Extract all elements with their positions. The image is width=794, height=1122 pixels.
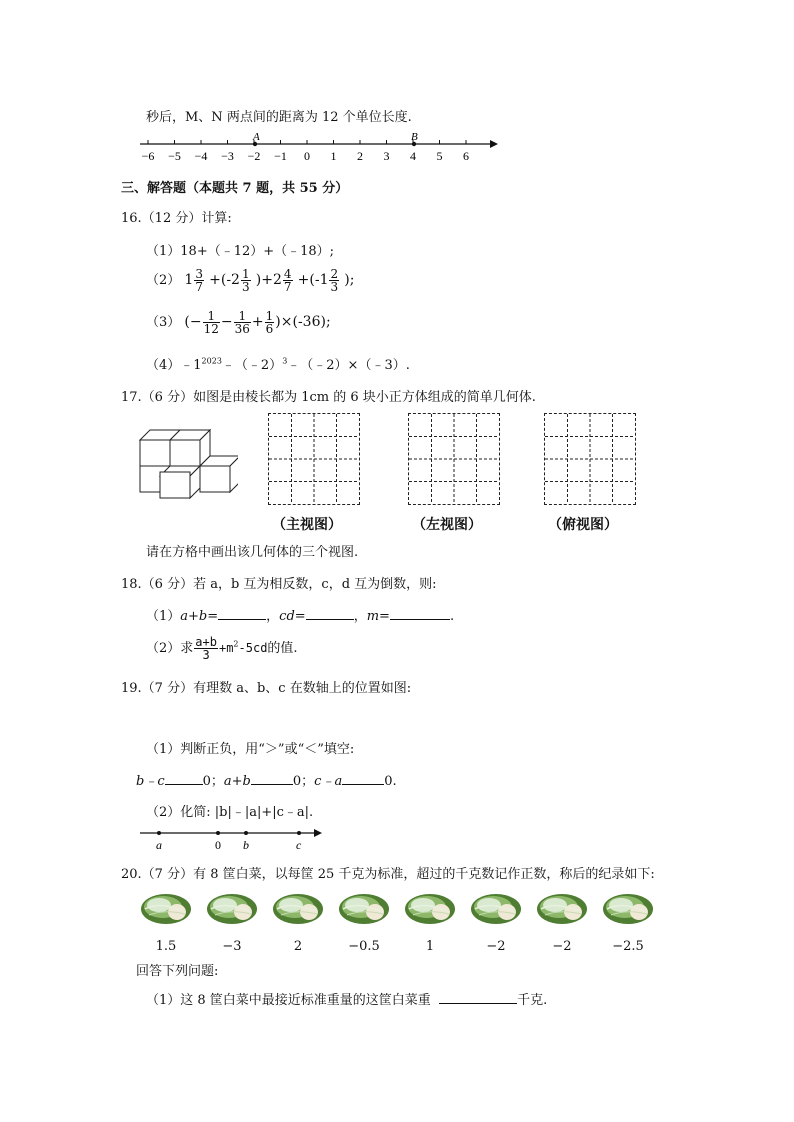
cabbage-value: −2: [552, 939, 572, 954]
q16-p2-op2: )+2: [255, 272, 282, 288]
cabbage-icon: [469, 887, 523, 927]
cabbage-value: 1.5: [155, 939, 177, 954]
number-line-1: [136, 128, 500, 168]
cabbage-item: [270, 887, 326, 954]
cabbage-value: −2.5: [612, 939, 644, 954]
intro-line: 秒后，M、N 两点间的距离为 12 个单位长度.: [146, 110, 412, 125]
q16-p3-plus: +: [251, 314, 264, 330]
q16-p4-mid: ﹣（﹣2）: [221, 358, 283, 373]
cabbage-row: [138, 887, 658, 957]
blank-a-plus-b[interactable]: [251, 772, 293, 785]
tick-label: −3: [221, 149, 234, 163]
cabbage-value: −2: [486, 939, 506, 954]
q16-p2-frac2: $\frac{1}{3}$: [241, 267, 250, 294]
blank-b-minus-c[interactable]: [165, 772, 203, 785]
q16-part1: （1）18+（﹣12）+（﹣18）;: [146, 244, 335, 259]
q16-part3: [146, 310, 331, 335]
q16-p4-exp2: 3: [282, 356, 288, 366]
cabbage-icon: [535, 887, 589, 927]
q20-part1: （1）这 8 筐白菜中最接近标准重量的这筐白菜重 千克.: [146, 993, 548, 1008]
number-line-abc: [138, 824, 324, 854]
q16-part4: [146, 354, 410, 373]
cube-figure: [138, 426, 238, 500]
axis-label-0: 0: [215, 838, 221, 852]
q16-p2-whole1: 1: [184, 272, 194, 288]
grid-top-view[interactable]: [544, 413, 636, 505]
q16-p2-frac1: $\frac{3}{7}$: [195, 267, 203, 294]
tick-label: −1: [274, 149, 287, 163]
answer-blank-weight[interactable]: [439, 991, 517, 1004]
cabbage-item: [600, 887, 656, 954]
answer-blank-cd[interactable]: [306, 607, 354, 620]
q16-part2: [146, 268, 354, 293]
tick-label: 6: [463, 149, 469, 163]
answer-blank-ab[interactable]: [218, 607, 266, 620]
tick-label: 5: [436, 149, 443, 163]
cabbage-item: [204, 887, 260, 954]
point-a: [157, 831, 161, 835]
tick-label: 2: [357, 149, 363, 163]
cabbage-icon: [205, 887, 259, 927]
q18-part2: （2）求 $\frac{a+b}{3}$ $+m^2-5cd$的值.: [146, 635, 298, 662]
cabbage-icon: [601, 887, 655, 927]
point-zero: [216, 831, 220, 835]
point-b: [244, 831, 248, 835]
cabbage-icon: [337, 887, 391, 927]
q17-header: 17.（6 分）如图是由棱长都为 1cm 的 6 块小正方体组成的简单几何体.: [121, 390, 536, 405]
q16-p3-end: )×(-36);: [275, 314, 331, 330]
cabbage-item: [336, 887, 392, 954]
q20-header: 20.（7 分）有 8 筐白菜，以每筐 25 千克为标准，超过的千克数记作正数，称后的纪录如下:: [121, 867, 655, 882]
point-b-label: B: [411, 131, 418, 143]
axis-label-c: c: [296, 838, 302, 852]
tick-label: 4: [410, 149, 416, 163]
q19-compare-line: b﹣c 0；a+b 0；c﹣a 0.: [136, 774, 397, 789]
q16-p2-op1: +(-2: [209, 272, 240, 288]
caption-left-view: （左视图）: [412, 517, 482, 533]
q17-instruction: 请在方格中画出该几何体的三个视图.: [146, 545, 359, 560]
q16-part2-label: （2）: [146, 273, 181, 288]
q18-frac: $\frac{a+b}{3}$: [195, 635, 217, 662]
q16-part3-label: （3）: [146, 315, 181, 330]
q18-part1: （1）a+b= ，cd= ，m= .: [146, 609, 455, 624]
q16-p3-open: (−: [184, 314, 202, 330]
q16-p2-end: );: [344, 272, 355, 288]
cabbage-icon: [271, 887, 325, 927]
q16-p4-end: ﹣（﹣2）×（﹣3）.: [287, 358, 410, 373]
cabbage-item: [534, 887, 590, 954]
q19-part1: （1）判断正负，用“＞”或“＜”填空:: [146, 742, 355, 757]
tick-label: 1: [330, 149, 337, 163]
blank-c-minus-a[interactable]: [342, 772, 384, 785]
section-title: 三、解答题（本题共 7 题，共 55 分）: [121, 181, 349, 196]
q16-p4-label: （4）﹣1: [146, 358, 202, 373]
cabbage-item: [468, 887, 524, 954]
q16-p2-frac3: $\frac{4}{7}$: [283, 267, 292, 294]
caption-top-view: （俯视图）: [548, 517, 618, 533]
q16-p3-frac2: $\frac{1}{36}$: [234, 309, 250, 336]
cabbage-icon: [403, 887, 457, 927]
cabbage-value: −3: [222, 939, 242, 954]
tick-label: −2: [247, 149, 261, 163]
tick-label: 0: [304, 149, 310, 163]
tick-label: 3: [383, 149, 390, 163]
q16-header: 16.（12 分）计算:: [121, 211, 232, 226]
cabbage-item: [138, 887, 194, 954]
q16-p4-exp1: 2023: [201, 356, 222, 366]
point-c: [297, 831, 301, 835]
q16-p3-frac3: $\frac{1}{6}$: [265, 309, 274, 336]
tick-label: −6: [141, 149, 155, 163]
grid-left-view[interactable]: [408, 413, 500, 505]
cabbage-item: [402, 887, 458, 954]
caption-front-view: （主视图）: [272, 517, 342, 533]
q16-p3-frac1: $\frac{1}{12}$: [203, 309, 219, 336]
cabbage-value: 2: [293, 939, 303, 954]
q19-header: 19.（7 分）有理数 a、b、c 在数轴上的位置如图:: [121, 681, 412, 696]
q16-p2-op3: +(-1: [297, 272, 329, 288]
cabbage-value: −0.5: [348, 939, 380, 954]
axis-label-b: b: [243, 838, 249, 852]
q18-header: 18.（6 分）若 a，b 互为相反数，c，d 互为倒数，则:: [121, 577, 437, 592]
answer-blank-m[interactable]: [390, 607, 450, 620]
grid-front-view[interactable]: [268, 413, 360, 505]
tick-label: −5: [168, 149, 181, 163]
point-a-label: A: [253, 131, 260, 143]
q16-p2-frac4: $\frac{2}{3}$: [330, 267, 339, 294]
axis-label-a: a: [156, 838, 162, 852]
cabbage-value: 1: [425, 939, 435, 954]
cabbage-icon: [139, 887, 193, 927]
q20-answer-prompt: 回答下列问题:: [136, 964, 219, 979]
tick-label: −4: [194, 149, 208, 163]
q16-p3-minus: −: [220, 314, 233, 330]
q19-part2: （2）化简: |b|﹣|a|+|c﹣a|.: [146, 805, 314, 820]
